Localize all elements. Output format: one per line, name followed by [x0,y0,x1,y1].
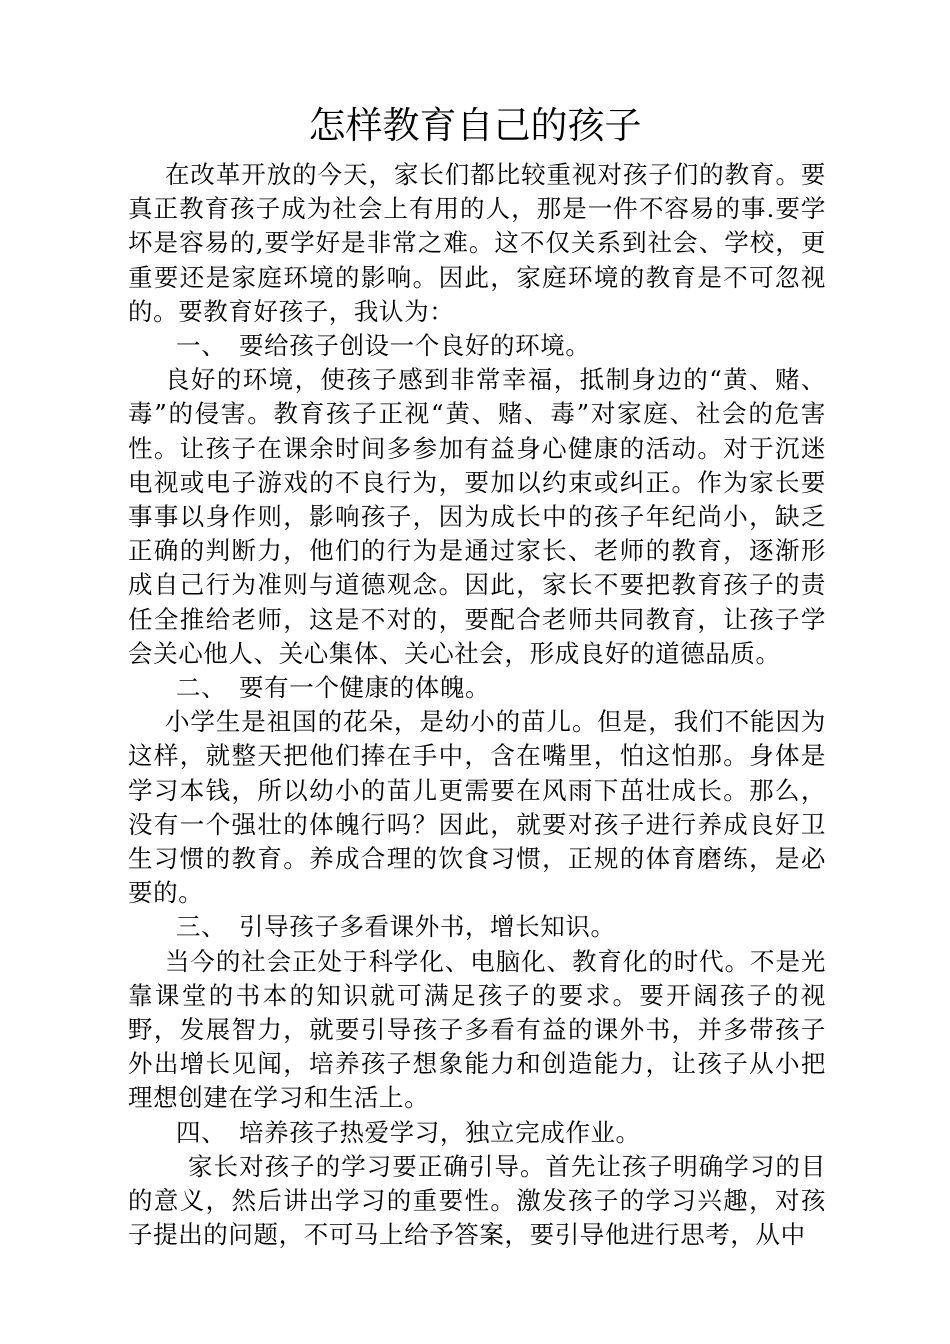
section-body-2: 小学生是祖国的花朵，是幼小的苗儿。但是，我们不能因为这样，就整天把他们捧在手中，含在嘴里，怕这怕那。身体是学习本钱，所以幼小的苗儿更需要在风雨下茁壮成长。那么，没有一个强壮的体魄行吗？因此，就要对孩子进行养成良好卫生习惯的教育。养成合理的饮食习惯，正规的体育磨练，是必要的。 [128,707,826,908]
section-heading-2: 二、 要有一个健康的体魄。 [176,673,491,703]
section-body-1: 良好的环境，使孩子感到非常幸福，抵制身边的“黄、赌、毒”的侵害。教育孩子正视“黄、赌、毒”对家庭、社会的危害性。让孩子在课余时间多参加有益身心健康的活动。对于沉迷电视或电子游戏的不良行为，要加以约束或纠正。作为家长要事事以身作则，影响孩子，因为成长中的孩子年纪尚小，缺乏正确的判断力，他们的行为是通过家长、老师的教育，逐渐形成自己行为准则与道德观念。因此，家长不要把教育孩子的责任全推给老师，这是不对的，要配合老师共同教育，让孩子学会关心他人、关心集体、关心社会，形成良好的道德品质。 [128,365,826,668]
document-title: 怎样教育自己的孩子 [308,104,642,147]
section-heading-1: 一、 要给孩子创设一个良好的环境。 [176,331,591,361]
section-body-3: 当今的社会正处于科学化、电脑化、教育化的时代。不是光靠课堂的书本的知识就可满足孩子的要求。要开阔孩子的视野，发展智力，就要引导孩子多看有益的课外书，并多带孩子外出增长见闻，培养孩子想象能力和创造能力，让孩子从小把理想创建在学习和生活上。 [128,946,826,1113]
document-body [128,158,826,1253]
section-heading-3: 三、 引导孩子多看课外书，增长知识。 [176,912,616,942]
section-heading-4: 四、 培养孩子热爱学习，独立完成作业。 [176,1117,641,1147]
section-body-4: 家长对孩子的学习要正确引导。首先让孩子明确学习的目的意义，然后讲出学习的重要性。激发孩子的学习兴趣，对孩子提出的问题，不可马上给予答案，要引导他进行思考，从中 [128,1151,826,1250]
intro-paragraph: 在改革开放的今天，家长们都比较重视对孩子们的教育。要真正教育孩子成为社会上有用的人，那是一件不容易的事.要学坏是容易的,要学好是非常之难。这不仅关系到社会、学校，更重要还是家庭环境的影响。因此，家庭环境的教育是不可忽视的。要教育好孩子，我认为： [128,160,826,326]
